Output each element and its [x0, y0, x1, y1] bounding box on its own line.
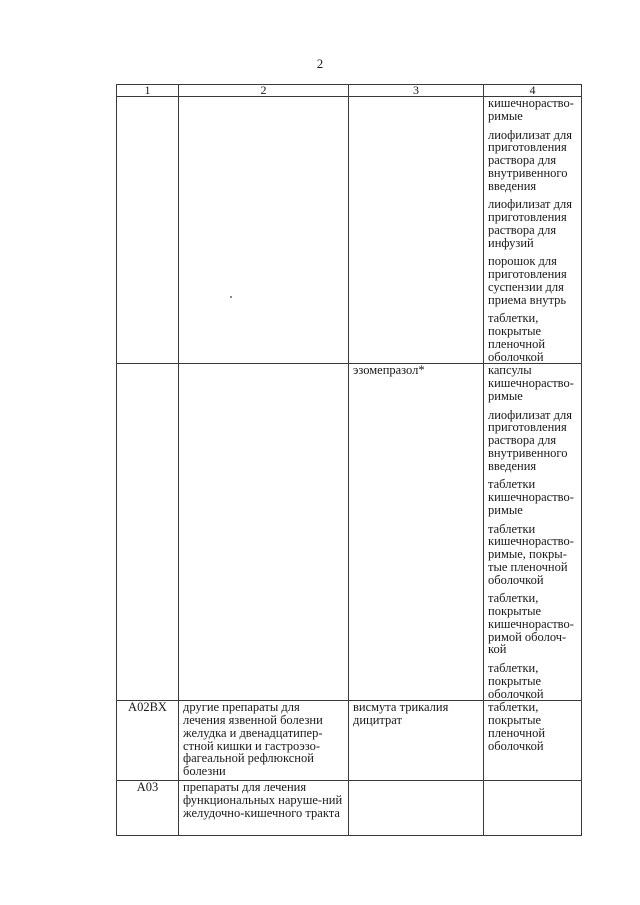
group-cell: препараты для лечения функциональных наруше-ний желудочно-кишечного тракта [179, 781, 349, 836]
table-row [117, 781, 582, 836]
atc-code-cell [117, 97, 179, 364]
dosage-form: таблетки, покрытые пленочной оболочкой [488, 311, 546, 364]
dosage-form: таблетки, покрытые пленочной оболочкой [488, 700, 546, 753]
dosage-form: порошок для приготовления суспензии для приема внутрь [488, 254, 567, 307]
dosage-form: лиофилизат для приготовления раствора для внутривенного введения [488, 127, 572, 193]
page-number: 2 [316, 56, 324, 71]
forms-cell [484, 701, 582, 781]
table-row [117, 701, 582, 781]
drug-cell [349, 97, 484, 364]
dosage-form: таблетки кишечнораство-римые, покры-тые пленочной оболочкой [488, 521, 574, 587]
drug-cell [349, 781, 484, 836]
dosage-form: таблетки, покрытые кишечнораство-римой оболоч-кой [488, 591, 574, 657]
dosage-form: таблетки кишечнораство-римые [488, 477, 574, 517]
dosage-form: таблетки, покрытые оболочкой [488, 661, 544, 701]
drug-cell: эзомепразол* [349, 364, 484, 701]
group-cell: другие препараты для лечения язвенной болезни желудка и двенадцатипер-стной кишки и гастроэзо-фагеальной рефлюксной болезни [179, 701, 349, 781]
header-row [117, 85, 582, 97]
group-cell [179, 97, 349, 364]
header-col-2: 2 [179, 85, 349, 97]
forms-cell [484, 781, 582, 836]
table-row [117, 364, 582, 701]
atc-code-cell [117, 364, 179, 701]
drug-cell: висмута трикалия дицитрат [349, 701, 484, 781]
atc-code-cell: A02BX [117, 701, 179, 781]
forms-cell [484, 97, 582, 364]
dosage-form: лиофилизат для приготовления раствора для инфузий [488, 197, 572, 250]
atc-code-cell: A03 [117, 781, 179, 836]
group-cell [179, 364, 349, 701]
drug-table [116, 84, 582, 836]
forms-cell [484, 364, 582, 701]
dosage-form: кишечнораство-римые [488, 96, 574, 123]
dosage-form: капсулы кишечнораство-римые [488, 363, 574, 403]
dosage-form: лиофилизат для приготовления раствора для внутривенного введения [488, 407, 572, 473]
header-col-4: 4 [484, 85, 582, 97]
header-col-3: 3 [349, 85, 484, 97]
table-row [117, 97, 582, 364]
header-col-1: 1 [117, 85, 179, 97]
